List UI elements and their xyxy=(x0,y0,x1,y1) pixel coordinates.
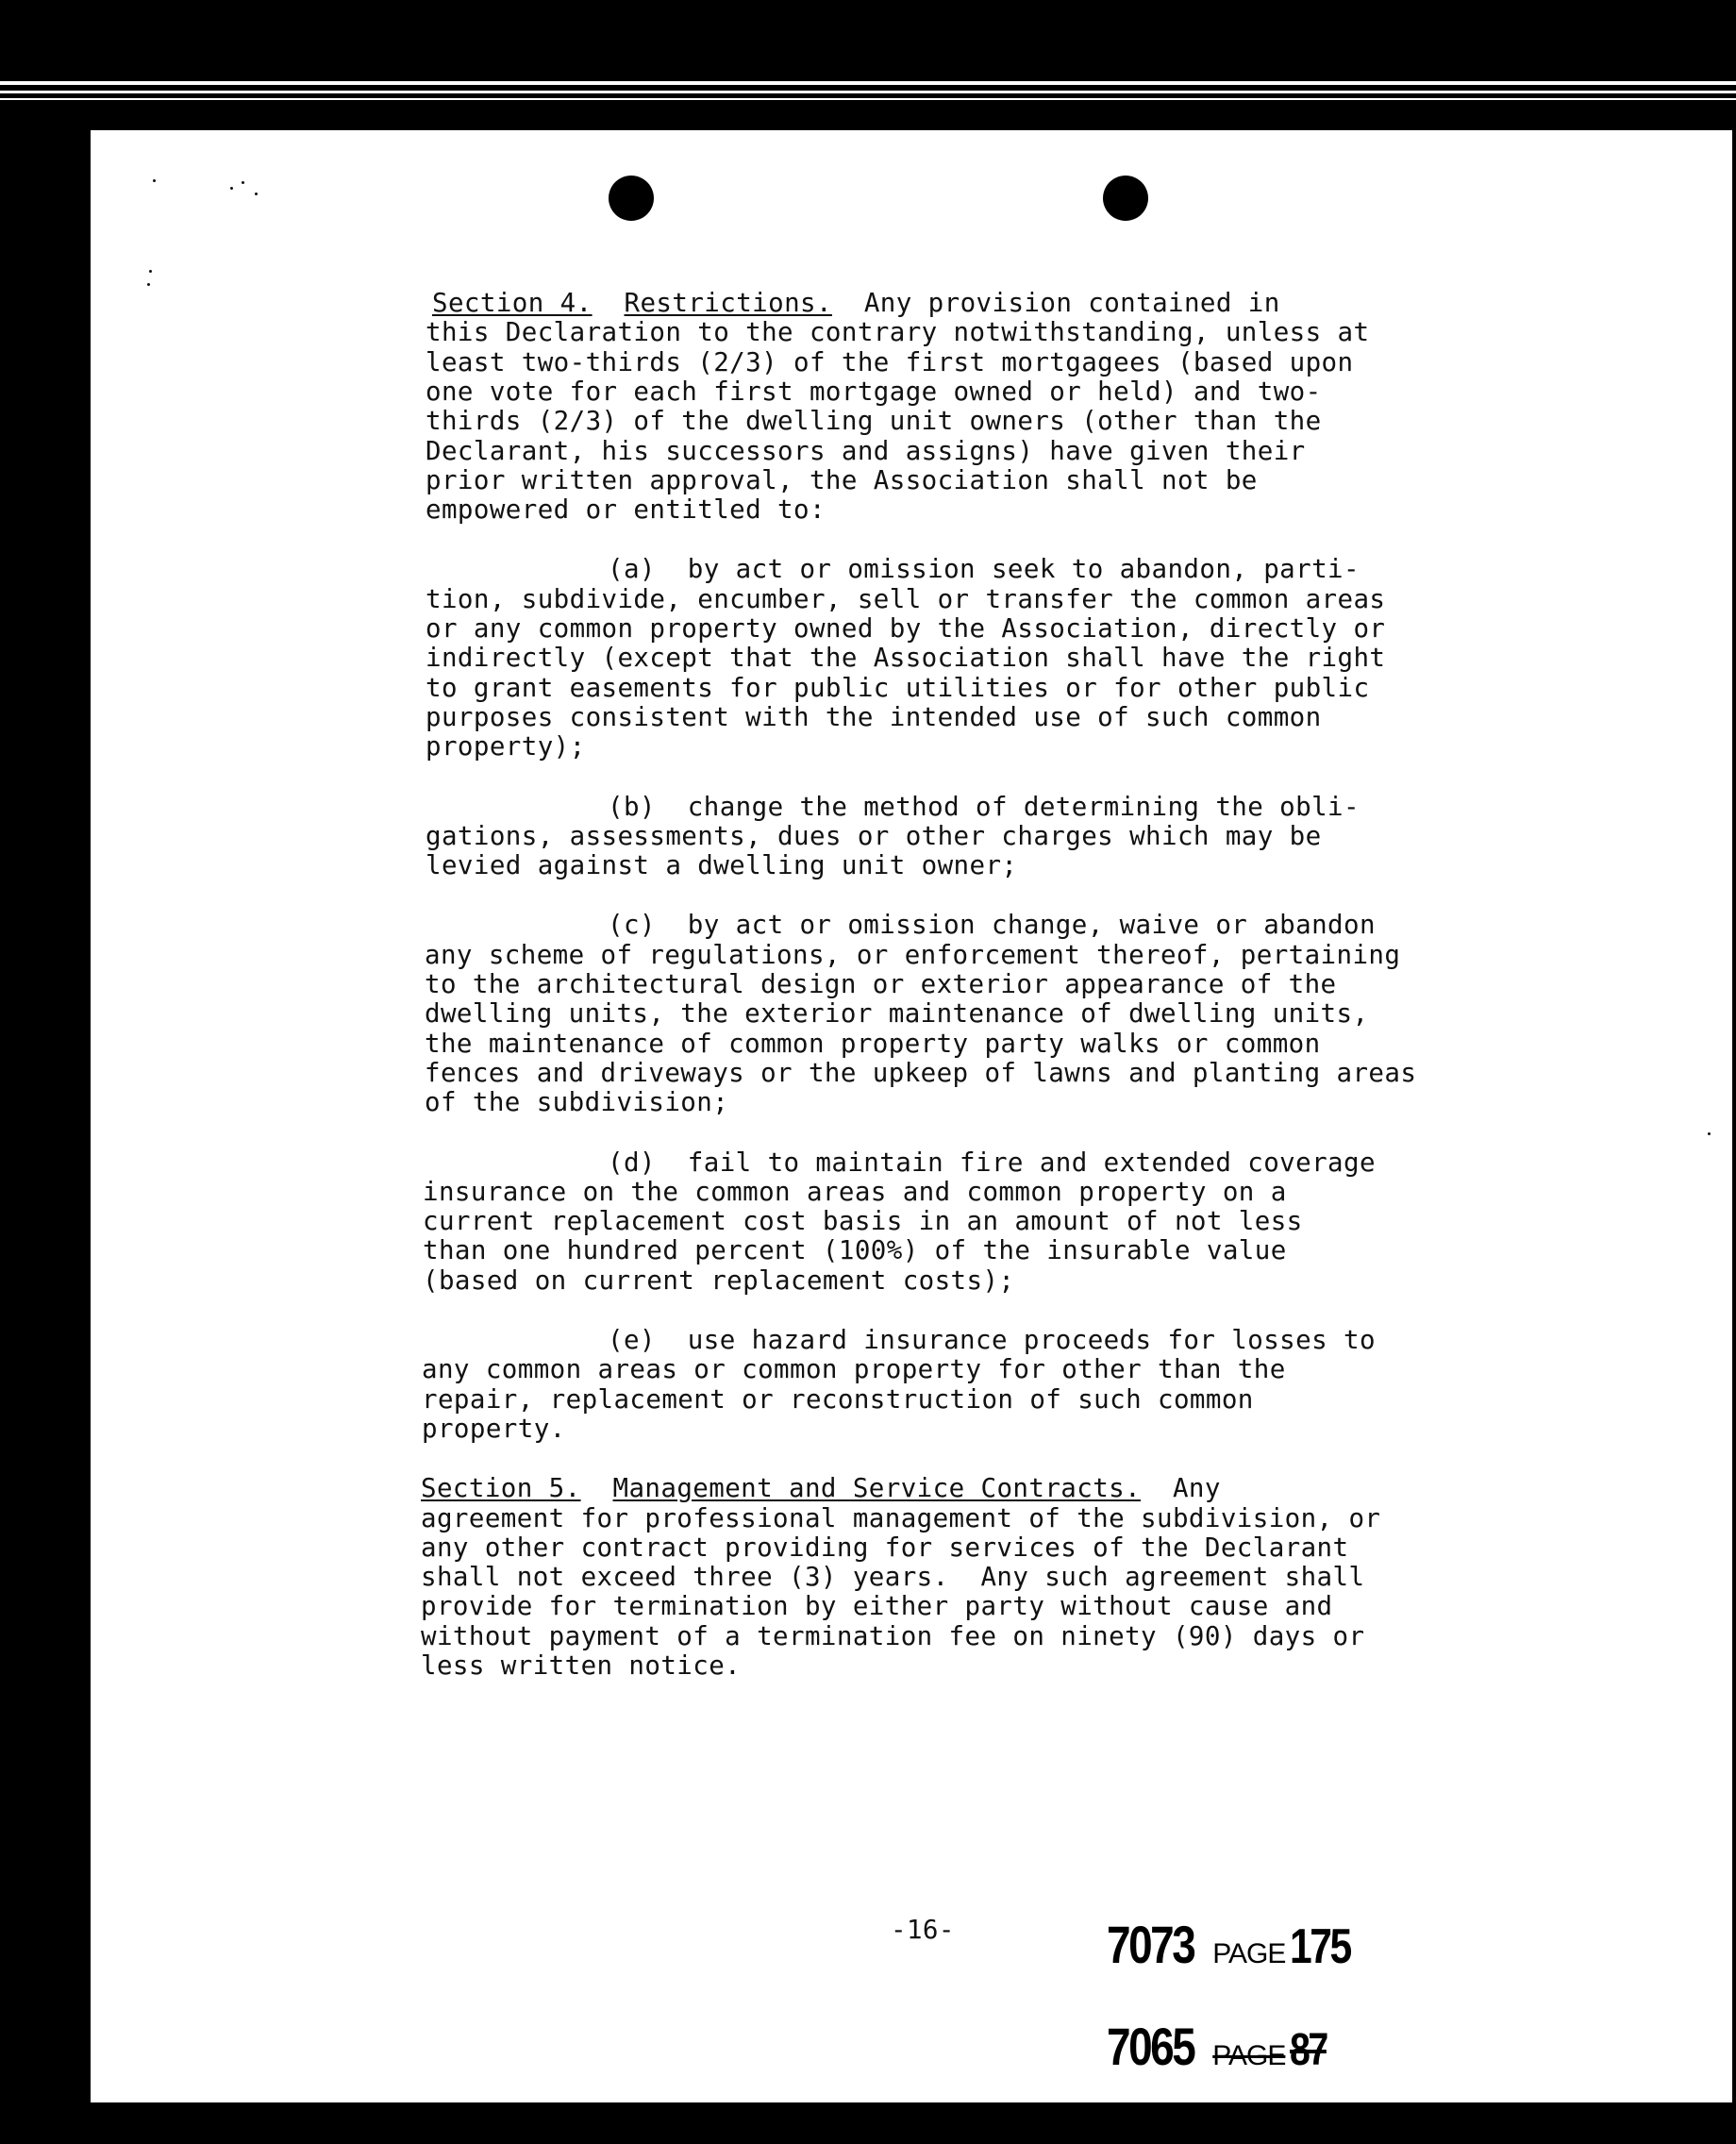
section-5-line: less written notice. xyxy=(421,1650,742,1681)
section-5-line: any other contract providing for services of the Declarant xyxy=(421,1532,1349,1563)
restriction-item-line: dwelling units, the exterior maintenance of dwelling units, xyxy=(425,998,1369,1030)
punch-hole xyxy=(609,176,654,221)
section-4-first-line xyxy=(432,289,1280,318)
restriction-item-line: repair, replacement or reconstruction of such common xyxy=(422,1383,1254,1415)
page-number: -16- xyxy=(891,1915,955,1945)
restriction-item-label-line: (c) by act or omission change, waive or abandon xyxy=(608,910,1376,941)
restriction-item-line: levied against a dwelling unit owner; xyxy=(426,850,1018,881)
scan-speck xyxy=(153,179,156,182)
section-5-line: without payment of a termination fee on ninety (90) days or xyxy=(421,1620,1365,1651)
restriction-item-label-line: (e) use hazard insurance proceeds for losses to xyxy=(608,1325,1376,1355)
stamp-page-label: PAGE xyxy=(1212,1938,1286,1969)
section-4-intro-start: Any provision contained in xyxy=(831,288,1280,318)
section-5-line: provide for termination by either party without cause and xyxy=(421,1591,1333,1622)
section-4-title: Restrictions. xyxy=(624,288,832,318)
restriction-item-line: than one hundred percent (100%) of the insurable value xyxy=(423,1235,1287,1266)
scan-edge-stripe xyxy=(0,81,1736,85)
stamp-book-number-old: 7065 xyxy=(1106,2017,1194,2076)
scan-edge-stripe xyxy=(0,98,1736,100)
restriction-item-line: purposes consistent with the intended use of such common xyxy=(426,701,1322,732)
restriction-item-label-line: (b) change the method of determining the obli- xyxy=(608,791,1360,822)
restriction-item-label-line: (d) fail to maintain fire and extended coverage xyxy=(608,1147,1376,1178)
restriction-item-line: (based on current replacement costs); xyxy=(423,1265,1015,1296)
stamp-page-label-old: PAGE xyxy=(1212,2040,1286,2071)
restriction-item-line: to the architectural design or exterior appearance of the xyxy=(425,969,1337,999)
section-4-line: thirds (2/3) of the dwelling unit owners (other than the xyxy=(426,406,1322,437)
restriction-item-line: of the subdivision; xyxy=(425,1087,729,1118)
restriction-item-label-line: (a) by act or omission seek to abandon, parti- xyxy=(608,554,1360,585)
scan-speck xyxy=(1708,1132,1711,1135)
scan-speck xyxy=(149,270,152,273)
scan-edge-stripe xyxy=(0,91,1736,93)
punch-hole xyxy=(1103,176,1148,221)
scan-speck xyxy=(255,193,258,195)
restriction-item-line: fences and driveways or the upkeep of lawns and planting areas xyxy=(425,1057,1417,1088)
recording-stamp-old xyxy=(1081,1999,1334,2094)
scan-speck xyxy=(242,181,244,184)
section-5-first-line xyxy=(421,1474,1221,1503)
restriction-item-line: or any common property owned by the Association, directly or xyxy=(426,613,1386,644)
section-5-heading: Section 5. xyxy=(421,1473,581,1504)
stamp-book-number: 7073 xyxy=(1106,1915,1194,1974)
section-4-line: one vote for each first mortgage owned or held) and two- xyxy=(426,376,1322,407)
restriction-item-line: gations, assessments, dues or other charges which may be xyxy=(426,820,1322,851)
section-4-line: Declarant, his successors and assigns) have given their xyxy=(426,435,1306,466)
stamp-page-number: 175 xyxy=(1289,1919,1350,1974)
restriction-item-line: any scheme of regulations, or enforcement thereof, pertaining xyxy=(425,939,1401,970)
scan-speck xyxy=(147,283,150,286)
restriction-item-line: current replacement cost basis in an amount of not less xyxy=(423,1206,1303,1237)
restriction-item-line: insurance on the common areas and common property on a xyxy=(423,1176,1287,1207)
restriction-item-line: property); xyxy=(426,731,586,762)
scan-speck xyxy=(230,187,233,190)
section-4-heading: Section 4. xyxy=(432,288,593,318)
section-4-line: this Declaration to the contrary notwithstanding, unless at xyxy=(426,317,1370,348)
restriction-item-line: any common areas or common property for other than the xyxy=(422,1354,1286,1385)
section-4-line: least two-thirds (2/3) of the first mortgagees (based upon xyxy=(426,346,1354,377)
restriction-item-line: the maintenance of common property party walks or common xyxy=(425,1028,1321,1059)
restriction-item-line: to grant easements for public utilities or for other public xyxy=(426,672,1370,703)
section-5-title: Management and Service Contracts. xyxy=(612,1473,1142,1504)
recording-stamp-current xyxy=(1081,1897,1363,1992)
document-paper xyxy=(91,130,1732,2102)
restriction-item-line: indirectly (except that the Association shall have the right xyxy=(426,643,1386,674)
stamp-page-number-old: 87 xyxy=(1289,2025,1327,2075)
section-5-intro-start: Any xyxy=(1141,1473,1221,1504)
section-4-line: empowered or entitled to: xyxy=(426,494,826,526)
restriction-item-line: tion, subdivide, encumber, sell or transfer the common areas xyxy=(426,583,1386,614)
section-5-line: shall not exceed three (3) years. Any such agreement shall xyxy=(421,1562,1365,1593)
restriction-item-line: property. xyxy=(422,1413,566,1444)
section-5-line: agreement for professional management of the subdivision, or xyxy=(421,1502,1381,1533)
section-4-line: prior written approval, the Association shall not be xyxy=(426,464,1258,495)
